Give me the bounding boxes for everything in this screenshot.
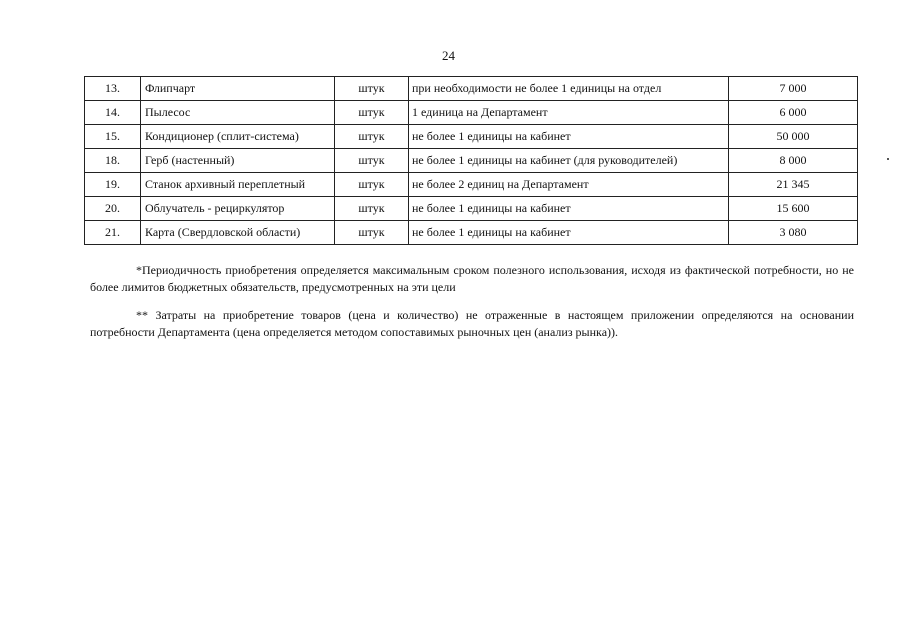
item-unit: штук: [335, 149, 409, 173]
item-price: 21 345: [729, 173, 858, 197]
item-price: 50 000: [729, 125, 858, 149]
item-unit: штук: [335, 101, 409, 125]
table-row: [85, 197, 858, 221]
item-price: 6 000: [729, 101, 858, 125]
row-number: 21.: [85, 221, 141, 245]
table-row: [85, 101, 858, 125]
table-row: [85, 77, 858, 101]
row-number: 15.: [85, 125, 141, 149]
table-row: [85, 125, 858, 149]
item-price: 15 600: [729, 197, 858, 221]
equipment-table: [84, 76, 858, 245]
item-name: Кондиционер (сплит-система): [141, 125, 335, 149]
item-price: 8 000: [729, 149, 858, 173]
row-number: 19.: [85, 173, 141, 197]
footnote-costs: ** Затраты на приобретение товаров (цена и количество) не отраженные в настоящем приложении определяются на основании потребности Департамента (цена определяется методом сопоставимых рыночных цен (анализ рынка)).: [90, 308, 854, 339]
item-name: Флипчарт: [141, 77, 335, 101]
item-norm: не более 1 единицы на кабинет (для руководителей): [409, 149, 729, 173]
item-unit: штук: [335, 77, 409, 101]
item-name: Герб (настенный): [141, 149, 335, 173]
item-price: 3 080: [729, 221, 858, 245]
item-name: Станок архивный переплетный: [141, 173, 335, 197]
row-number: 13.: [85, 77, 141, 101]
item-name: Пылесос: [141, 101, 335, 125]
scan-speck: [887, 158, 889, 160]
row-number: 20.: [85, 197, 141, 221]
item-norm: не более 1 единицы на кабинет: [409, 221, 729, 245]
item-norm: 1 единица на Департамент: [409, 101, 729, 125]
table-row: [85, 221, 858, 245]
item-norm: не более 1 единицы на кабинет: [409, 197, 729, 221]
row-number: 14.: [85, 101, 141, 125]
row-number: 18.: [85, 149, 141, 173]
item-norm: не более 1 единицы на кабинет: [409, 125, 729, 149]
item-unit: штук: [335, 125, 409, 149]
item-price: 7 000: [729, 77, 858, 101]
item-norm: не более 2 единиц на Департамент: [409, 173, 729, 197]
item-unit: штук: [335, 173, 409, 197]
item-norm: при необходимости не более 1 единицы на отдел: [409, 77, 729, 101]
item-unit: штук: [335, 221, 409, 245]
item-name: Карта (Свердловской области): [141, 221, 335, 245]
item-unit: штук: [335, 197, 409, 221]
page-number: 24: [442, 48, 455, 63]
table-row: [85, 173, 858, 197]
table-row: [85, 149, 858, 173]
item-name: Облучатель - рециркулятор: [141, 197, 335, 221]
footnote-periodicity: *Периодичность приобретения определяется максимальным сроком полезного использования, исходя из фактической потребности, но не более лимитов бюджетных обязательств, предусмотренных на эти цели: [90, 263, 854, 294]
